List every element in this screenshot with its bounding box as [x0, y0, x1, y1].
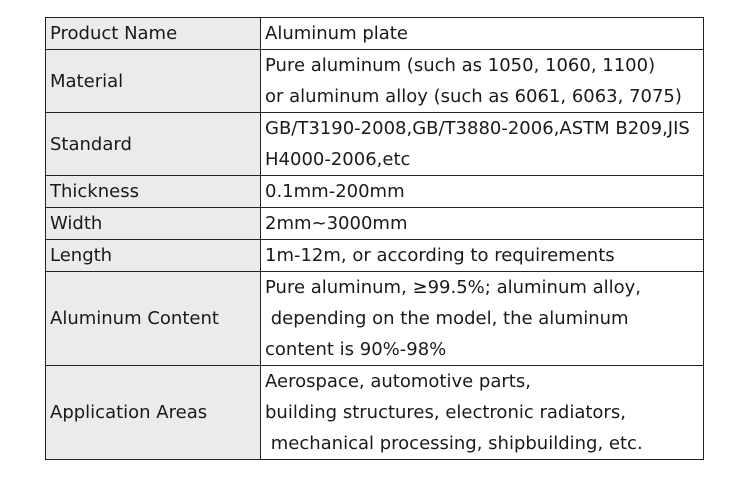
row-label: Application Areas — [46, 366, 261, 460]
value-line: mechanical processing, shipbuilding, etc. — [265, 433, 643, 454]
table-row-application-areas — [46, 366, 704, 460]
row-value — [261, 366, 704, 460]
table-row-aluminum-content — [46, 272, 704, 366]
table-row-standard — [46, 113, 704, 176]
row-label: Aluminum Content — [46, 272, 261, 366]
row-value — [261, 208, 704, 240]
specification-table — [45, 17, 704, 460]
value-line: or aluminum alloy (such as 6061, 6063, 7075) — [265, 86, 682, 107]
row-value — [261, 240, 704, 272]
row-value — [261, 18, 704, 50]
value-line: 1m-12m, or according to requirements — [265, 245, 615, 266]
row-label: Material — [46, 50, 261, 113]
value-line: building structures, electronic radiators, — [265, 402, 626, 423]
row-label: Width — [46, 208, 261, 240]
row-value — [261, 272, 704, 366]
row-label: Product Name — [46, 18, 261, 50]
row-value — [261, 50, 704, 113]
table-row-length — [46, 240, 704, 272]
value-line: H4000-2006,etc — [265, 149, 411, 170]
table-row-material — [46, 50, 704, 113]
table-row-product-name — [46, 18, 704, 50]
value-line: Pure aluminum (such as 1050, 1060, 1100) — [265, 55, 656, 76]
row-value — [261, 176, 704, 208]
value-line: Aerospace, automotive parts, — [265, 371, 531, 392]
value-line: 0.1mm-200mm — [265, 181, 405, 202]
value-line: content is 90%-98% — [265, 339, 447, 360]
value-line: Aluminum plate — [265, 23, 408, 44]
value-line: depending on the model, the aluminum — [265, 308, 629, 329]
row-label: Standard — [46, 113, 261, 176]
value-line: GB/T3190-2008,GB/T3880-2006,ASTM B209,JIS — [265, 118, 690, 139]
value-line: 2mm~3000mm — [265, 213, 408, 234]
table-row-width — [46, 208, 704, 240]
row-label: Thickness — [46, 176, 261, 208]
value-line: Pure aluminum, ≥99.5%; aluminum alloy, — [265, 277, 642, 298]
row-value — [261, 113, 704, 176]
row-label: Length — [46, 240, 261, 272]
table-row-thickness — [46, 176, 704, 208]
